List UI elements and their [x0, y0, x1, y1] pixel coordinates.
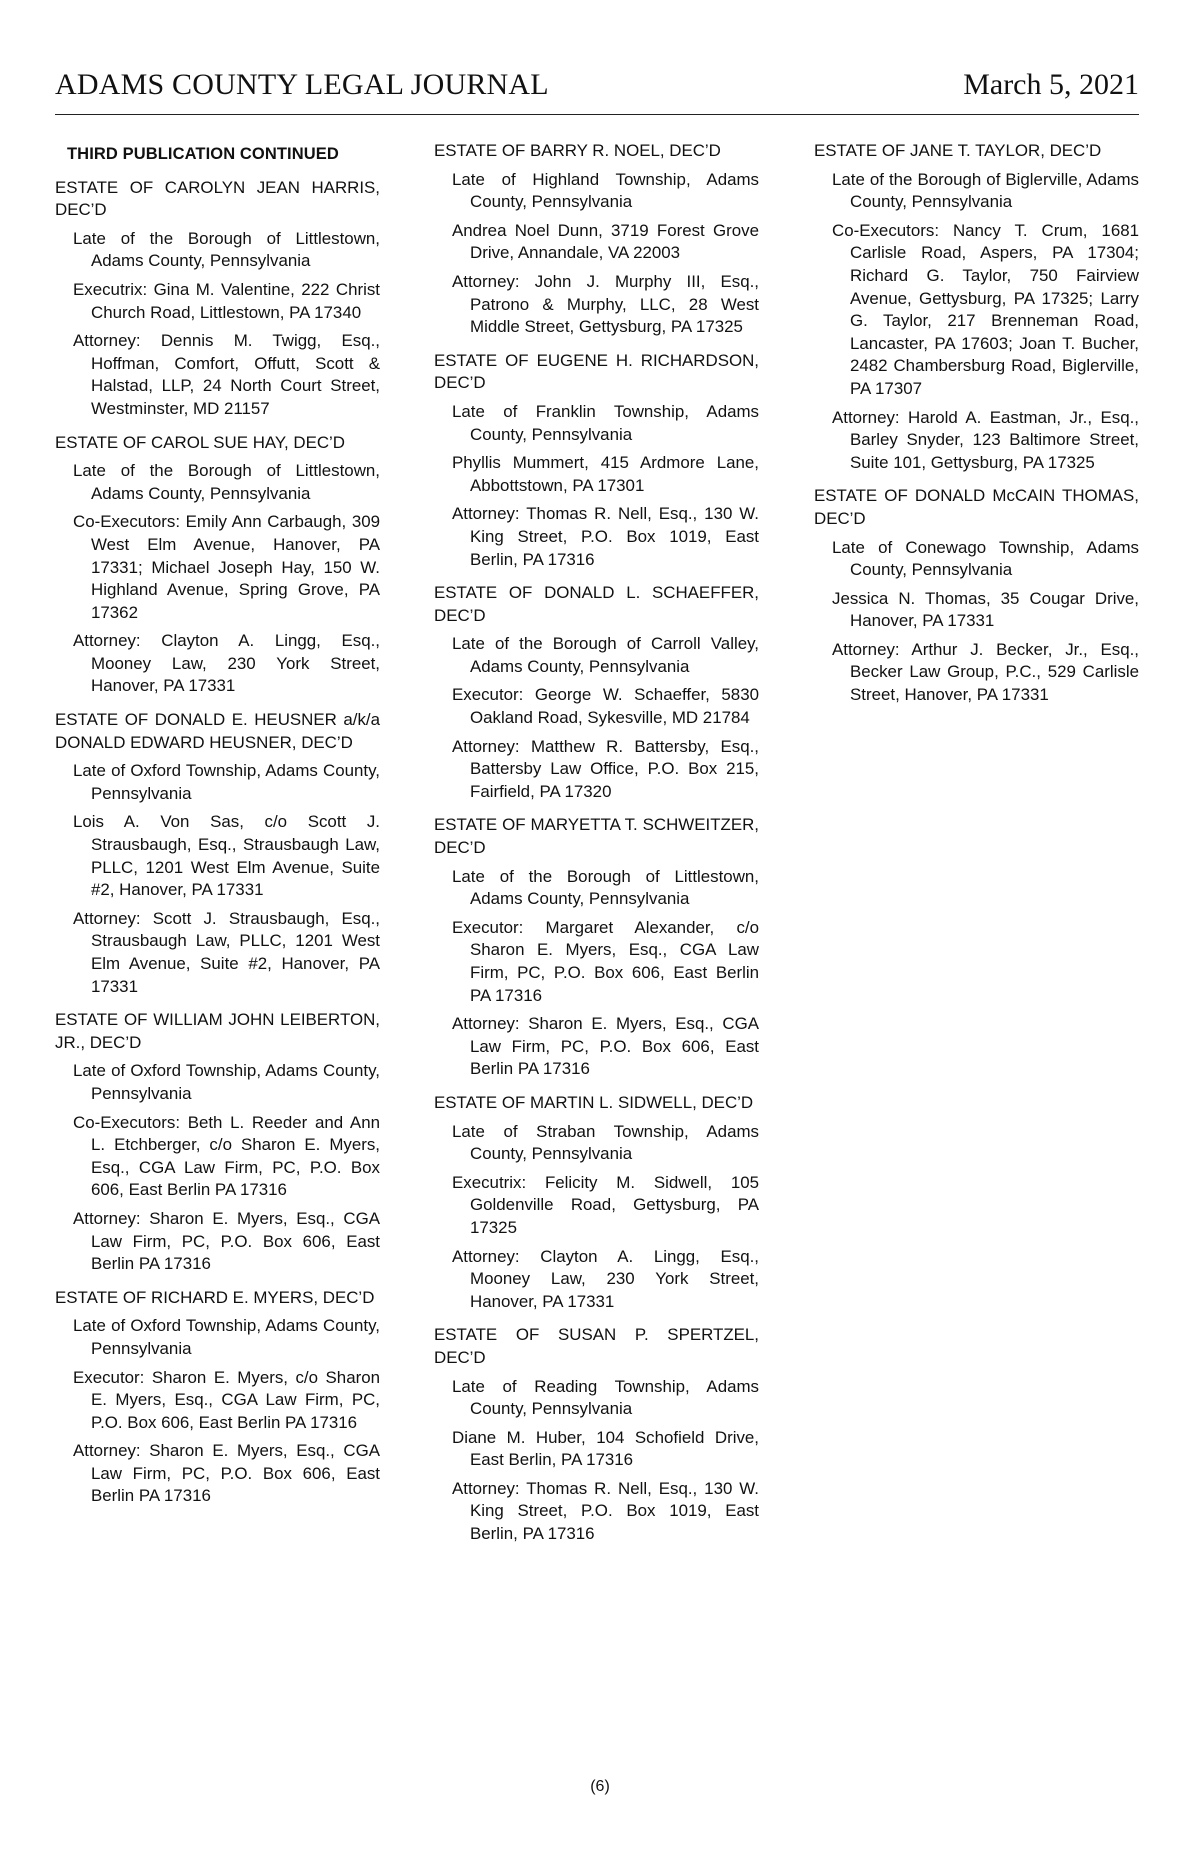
estate-name: ESTATE OF MARYETTA T. SCHWEITZER, DEC’D	[434, 815, 759, 858]
estate-contact: Co-Executors: Emily Ann Carbaugh, 309 West Elm Avenue, Hanover, PA 17331; Michael Joseph Hay, 150 W. Highland Avenue, Spring Grove, PA 17362	[73, 512, 380, 622]
estate-residence: Late of Straban Township, Adams County, Pennsylvania	[452, 1121, 759, 1164]
estate-contact: Attorney: Sharon E. Myers, Esq., CGA Law Firm, PC, P.O. Box 606, East Berlin PA 17316	[73, 1208, 380, 1274]
estate-contact: Diane M. Huber, 104 Schofield Drive, East Berlin, PA 17316	[452, 1427, 759, 1470]
estate-residence: Late of Conewago Township, Adams County, Pennsylvania	[832, 537, 1139, 580]
estate-contact: Attorney: Thomas R. Nell, Esq., 130 W. King Street, P.O. Box 1019, East Berlin, PA 17316	[452, 504, 759, 569]
estate-contact: Executor: Margaret Alexander, c/o Sharon E. Myers, Esq., CGA Law Firm, PC, P.O. Box 606, East Berlin PA 17316	[452, 917, 759, 1005]
estate-name: ESTATE OF JANE T. TAYLOR, DEC’D	[814, 141, 1102, 160]
estate-notice	[55, 1287, 380, 1508]
estate-name: ESTATE OF SUSAN P. SPERTZEL, DEC’D	[434, 1325, 759, 1367]
estate-contact: Attorney: Scott J. Strausbaugh, Esq., Strausbaugh Law, PLLC, 1201 West Elm Avenue, Suite #2, Hanover, PA 17331	[73, 908, 380, 996]
estate-notice	[434, 1324, 759, 1545]
estate-residence: Late of the Borough of Littlestown, Adams County, Pennsylvania	[452, 866, 759, 909]
estate-name: ESTATE OF CAROL SUE HAY, DEC’D	[55, 432, 346, 452]
estate-notice	[434, 582, 759, 803]
section-title: THIRD PUBLICATION CONTINUED	[67, 145, 339, 163]
estate-contact: Executor: Sharon E. Myers, c/o Sharon E. Myers, Esq., CGA Law Firm, PC, P.O. Box 606, East Berlin PA 17316	[73, 1367, 380, 1432]
estate-contact: Attorney: John J. Murphy III, Esq., Patrono & Murphy, LLC, 28 West Middle Street, Gettysburg, PA 17325	[452, 271, 759, 337]
estate-notice	[814, 485, 1139, 706]
estate-contact: Attorney: Thomas R. Nell, Esq., 130 W. King Street, P.O. Box 1019, East Berlin, PA 17316	[452, 1478, 759, 1544]
estate-residence: Late of the Borough of Littlestown, Adams County, Pennsylvania	[73, 461, 380, 503]
estate-contact: Phyllis Mummert, 415 Ardmore Lane, Abbottstown, PA 17301	[452, 453, 759, 495]
estate-name: ESTATE OF BARRY R. NOEL, DEC’D	[434, 141, 721, 160]
estate-notice	[434, 814, 759, 1081]
estate-contact: Executrix: Felicity M. Sidwell, 105 Goldenville Road, Gettysburg, PA 17325	[452, 1172, 759, 1237]
estate-notice	[55, 709, 380, 998]
issue-date: March 5, 2021	[963, 68, 1139, 101]
estate-name: ESTATE OF RICHARD E. MYERS, DEC’D	[55, 1287, 375, 1307]
estate-contact: Attorney: Harold A. Eastman, Jr., Esq., Barley Snyder, 123 Baltimore Street, Suite 101, Gettysburg, PA 17325	[832, 407, 1139, 472]
journal-title: ADAMS COUNTY LEGAL JOURNAL	[55, 68, 549, 101]
estate-notice	[434, 350, 759, 571]
estate-notice	[55, 432, 380, 699]
estate-name: ESTATE OF MARTIN L. SIDWELL, DEC’D	[434, 1092, 754, 1112]
estate-name: ESTATE OF DONALD L. SCHAEFFER, DEC’D	[434, 583, 759, 625]
estate-notice	[55, 177, 380, 421]
estate-contact: Lois A. Von Sas, c/o Scott J. Strausbaugh, Esq., Strausbaugh Law, PLLC, 1201 West Elm Avenue, Suite #2, Hanover, PA 17331	[73, 812, 380, 900]
estate-contact: Attorney: Sharon E. Myers, Esq., CGA Law Firm, PC, P.O. Box 606, East Berlin PA 17316	[73, 1441, 380, 1506]
estate-contact: Attorney: Sharon E. Myers, Esq., CGA Law Firm, PC, P.O. Box 606, East Berlin PA 17316	[452, 1014, 759, 1079]
estate-contact: Executrix: Gina M. Valentine, 222 Christ Church Road, Littlestown, PA 17340	[73, 279, 380, 322]
estate-contact: Attorney: Clayton A. Lingg, Esq., Mooney Law, 230 York Street, Hanover, PA 17331	[452, 1246, 759, 1311]
estate-residence: Late of Franklin Township, Adams County, Pennsylvania	[452, 401, 759, 444]
estate-notice	[55, 1009, 380, 1276]
estate-residence: Late of Highland Township, Adams County, Pennsylvania	[452, 169, 759, 212]
estate-contact: Attorney: Matthew R. Battersby, Esq., Battersby Law Office, P.O. Box 215, Fairfield, PA 17320	[452, 736, 759, 801]
estate-notice	[814, 140, 1139, 474]
estate-name: ESTATE OF WILLIAM JOHN LEIBERTON, JR., DEC’D	[55, 1010, 380, 1052]
column-3	[814, 140, 1139, 718]
estate-residence: Late of Oxford Township, Adams County, Pennsylvania	[73, 1061, 380, 1103]
column-1	[55, 140, 380, 1519]
estate-name: ESTATE OF EUGENE H. RICHARDSON, DEC’D	[434, 350, 759, 393]
estate-contact: Jessica N. Thomas, 35 Cougar Drive, Hanover, PA 17331	[832, 588, 1139, 631]
estate-residence: Late of Oxford Township, Adams County, Pennsylvania	[73, 761, 380, 803]
estate-contact: Attorney: Arthur J. Becker, Jr., Esq., Becker Law Group, P.C., 529 Carlisle Street, Hanover, PA 17331	[832, 639, 1139, 705]
estate-residence: Late of Reading Township, Adams County, Pennsylvania	[452, 1376, 759, 1419]
estate-name: ESTATE OF DONALD McCAIN THOMAS, DEC’D	[814, 486, 1139, 528]
estate-contact: Andrea Noel Dunn, 3719 Forest Grove Drive, Annandale, VA 22003	[452, 220, 759, 263]
estate-residence: Late of the Borough of Biglerville, Adams County, Pennsylvania	[832, 169, 1139, 212]
estate-notice	[434, 1092, 759, 1313]
page-header	[55, 58, 1139, 115]
estate-name: ESTATE OF DONALD E. HEUSNER a/k/a DONALD EDWARD HEUSNER, DEC’D	[55, 710, 380, 752]
column-2	[434, 140, 759, 1557]
estate-residence: Late of the Borough of Littlestown, Adams County, Pennsylvania	[73, 228, 380, 271]
estate-contact: Co-Executors: Nancy T. Crum, 1681 Carlisle Road, Aspers, PA 17304; Richard G. Taylor, 750 Fairview Avenue, Gettysburg, PA 17325; Larry G. Taylor, 217 Brenneman Road, Lancaster, PA 17603; Joan T. Bucher, 2482 Chambersburg Road, Biglerville, PA 17307	[832, 220, 1139, 398]
estate-contact: Attorney: Dennis M. Twigg, Esq., Hoffman, Comfort, Offutt, Scott & Halstad, LLP, 24 North Court Street, Westminster, MD 21157	[73, 331, 380, 418]
page-number: (6)	[590, 1778, 610, 1795]
estate-contact: Attorney: Clayton A. Lingg, Esq., Mooney Law, 230 York Street, Hanover, PA 17331	[73, 631, 380, 696]
estate-contact: Co-Executors: Beth L. Reeder and Ann L. Etchberger, c/o Sharon E. Myers, Esq., CGA Law Firm, PC, P.O. Box 606, East Berlin PA 17316	[73, 1112, 380, 1200]
estate-residence: Late of Oxford Township, Adams County, Pennsylvania	[73, 1316, 380, 1358]
estate-contact: Executor: George W. Schaeffer, 5830 Oakland Road, Sykesville, MD 21784	[452, 685, 759, 728]
estate-notice	[434, 140, 759, 339]
estate-residence: Late of the Borough of Carroll Valley, Adams County, Pennsylvania	[452, 634, 759, 676]
estate-name: ESTATE OF CAROLYN JEAN HARRIS, DEC’D	[55, 177, 380, 220]
